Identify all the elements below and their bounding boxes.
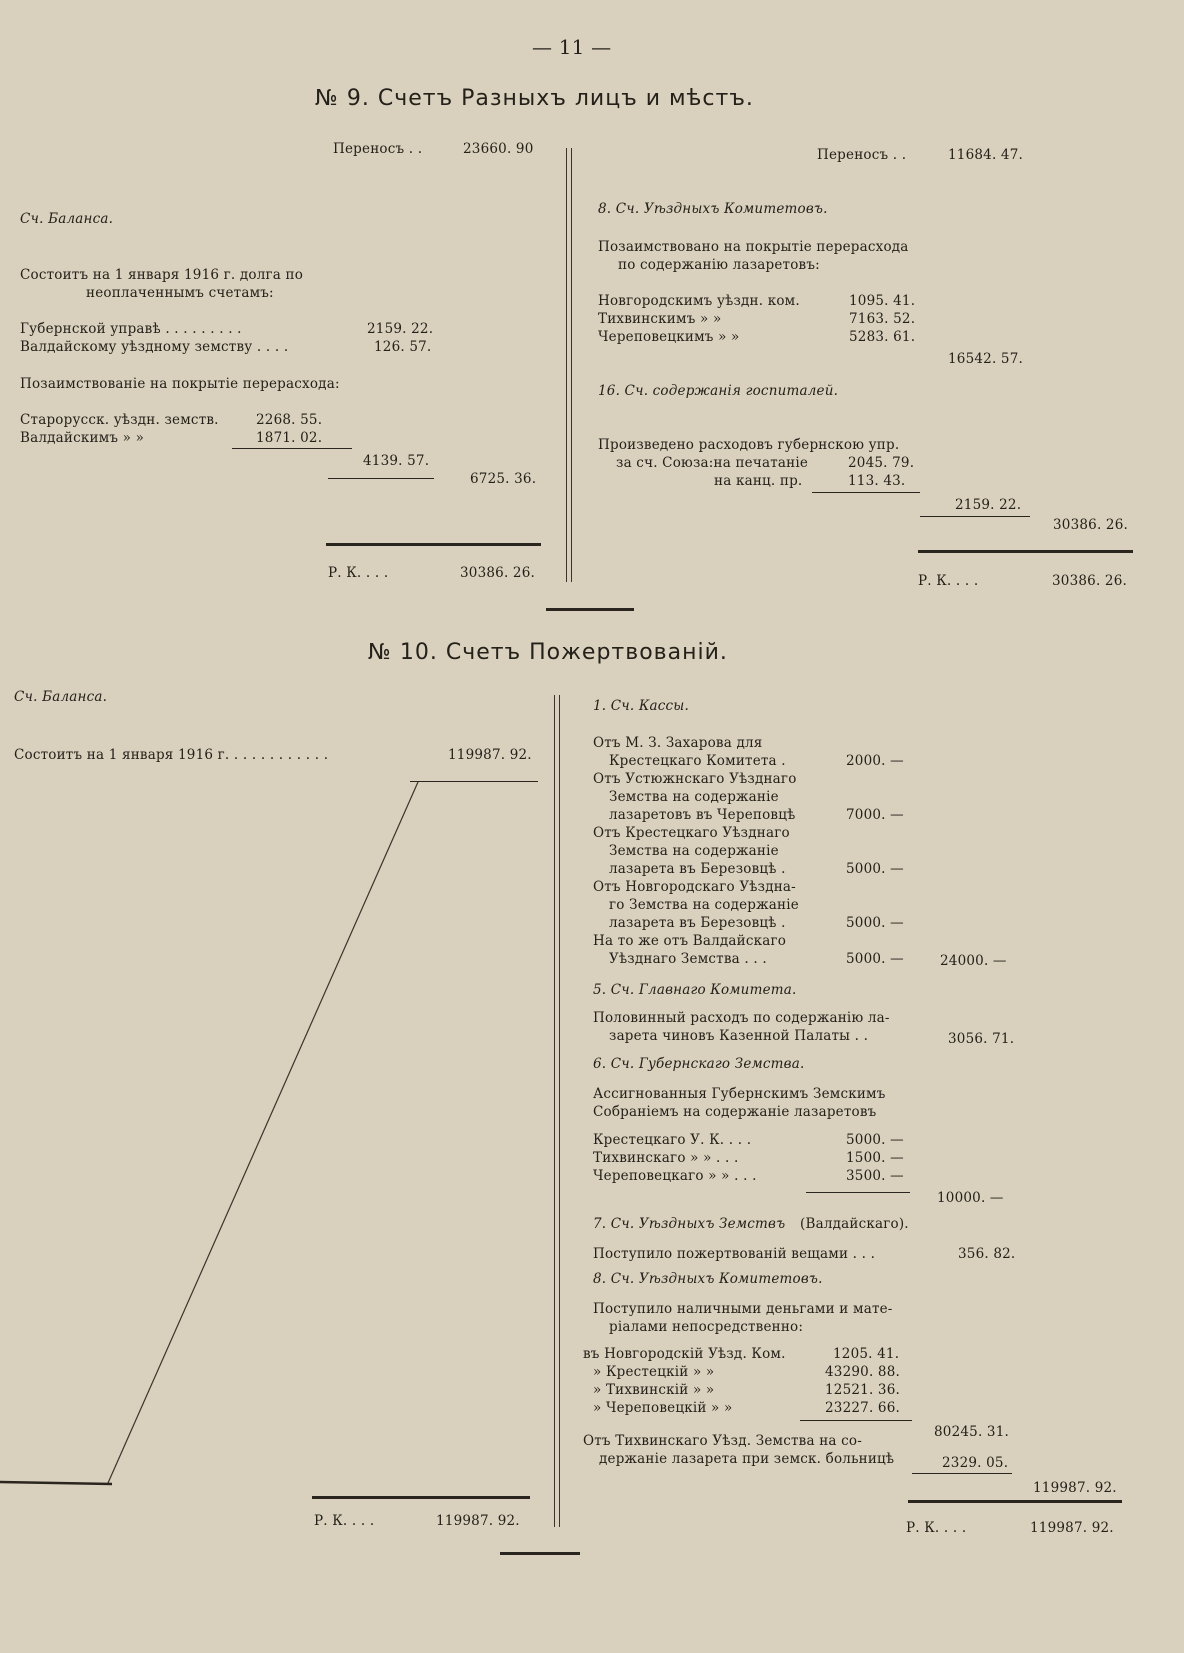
a10-main-l1: Половинный расходъ по содержанію ла- bbox=[593, 1010, 890, 1026]
a10-e5-l2: Уѣзднаго Земства . . . bbox=[609, 951, 767, 967]
a9-left-rule1 bbox=[232, 448, 352, 449]
account10-divider-2 bbox=[559, 695, 560, 1527]
a9-right-rule-thick bbox=[918, 550, 1133, 553]
a10-t-label: » Тихвинскій » » bbox=[593, 1382, 715, 1398]
a10-ucom-l1: Поступило наличными деньгами и мате- bbox=[593, 1301, 893, 1317]
a9-right-sub-value: 16542. 57. bbox=[948, 351, 1023, 367]
a10-e5-l1: На то же отъ Валдайскаго bbox=[593, 933, 787, 949]
a10-gub-rule bbox=[806, 1192, 910, 1193]
a10-cash-total: 24000. — bbox=[940, 953, 1007, 969]
account9-title: № 9. Счетъ Разныхъ лицъ и мѣстъ. bbox=[315, 86, 754, 111]
a10-txz-l1: Отъ Тихвинскаго Уѣзд. Земства на со- bbox=[583, 1433, 862, 1449]
a10-gub-total: 10000. — bbox=[937, 1190, 1004, 1206]
a10-ch-value: 3500. — bbox=[846, 1168, 904, 1184]
a10-grand-rule bbox=[912, 1473, 1012, 1474]
account9-divider bbox=[566, 148, 567, 582]
a10-e4-l1: Отъ Новгородскаго Уѣздна- bbox=[593, 879, 796, 895]
account9-divider-2 bbox=[571, 148, 572, 582]
a9-right-rk-value: 30386. 26. bbox=[1052, 573, 1127, 589]
a10-e2-l2: Земства на содержаніе bbox=[609, 789, 779, 805]
a10-n-label: въ Новгородскій Уѣзд. Ком. bbox=[583, 1346, 786, 1362]
a9-left-total-value: 6725. 36. bbox=[470, 471, 537, 487]
a10-grand-total: 119987. 92. bbox=[1033, 1480, 1117, 1496]
a10-e3-l2: Земства на содержаніе bbox=[609, 843, 779, 859]
a9-left-balance-title: Сч. Баланса. bbox=[20, 211, 114, 227]
a9-left-staro-value: 2268. 55. bbox=[256, 412, 323, 428]
a10-left-balance-title: Сч. Баланса. bbox=[14, 689, 108, 705]
a9-left-rule-thick bbox=[326, 543, 541, 546]
a10-tx-value: 1500. — bbox=[846, 1150, 904, 1166]
cancel-stroke-baseline bbox=[0, 1482, 112, 1484]
a10-right-cash-title: 1. Сч. Кассы. bbox=[593, 698, 689, 714]
a10-main-l2: зарета чиновъ Казенной Палаты . . bbox=[609, 1028, 869, 1044]
a9-right-tikh-label: Тихвинскимъ » » bbox=[598, 311, 722, 327]
a10-left-rule-thick bbox=[312, 1496, 530, 1499]
a9-right-cher-label: Череповецкимъ » » bbox=[598, 329, 740, 345]
a10-uz-title-a: 7. Сч. Уѣздныхъ Земствъ bbox=[593, 1216, 786, 1232]
a10-e3-v: 5000. — bbox=[846, 861, 904, 877]
a10-e5-v: 5000. — bbox=[846, 951, 904, 967]
a9-right-borrow-line2: по содержанію лазаретовъ: bbox=[618, 257, 820, 273]
a10-e2-v: 7000. — bbox=[846, 807, 904, 823]
a10-ucom-rule bbox=[800, 1420, 912, 1421]
a9-right-exp-line1: Произведено расходовъ губернскою упр. bbox=[598, 437, 900, 453]
a9-right-exp-line2: за сч. Союза:на печатаніе bbox=[616, 455, 809, 471]
a10-uz-l1: Поступило пожертвованій вещами . . . bbox=[593, 1246, 876, 1262]
a10-e2-l1: Отъ Устюжнскаго Уѣзднаго bbox=[593, 771, 797, 787]
a10-t-value: 12521. 36. bbox=[825, 1382, 900, 1398]
a9-left-valdai2-label: Валдайскимъ » » bbox=[20, 430, 145, 446]
a10-right-rk-value: 119987. 92. bbox=[1030, 1520, 1114, 1536]
a9-right-rule1 bbox=[812, 492, 920, 493]
account-separator bbox=[546, 608, 634, 611]
a10-e4-v: 5000. — bbox=[846, 915, 904, 931]
a10-txz-v: 2329. 05. bbox=[942, 1455, 1009, 1471]
a10-e1-l2: Крестецкаго Комитета . bbox=[609, 753, 786, 769]
a10-left-state-label: Состоитъ на 1 января 1916 г. . . . . . . . . . . . bbox=[14, 747, 329, 763]
a10-e2-l3: лазаретовъ въ Череповцѣ bbox=[609, 807, 796, 823]
a9-right-carry-label: Переносъ . . bbox=[817, 147, 907, 163]
a10-gub-l2: Собраніемъ на содержаніе лазаретовъ bbox=[593, 1104, 877, 1120]
a10-e4-l2: го Земства на содержаніе bbox=[609, 897, 799, 913]
a10-right-rule-thick bbox=[908, 1500, 1122, 1503]
a9-left-rk-value: 30386. 26. bbox=[460, 565, 535, 581]
a10-e3-l3: лазарета въ Березовцѣ . bbox=[609, 861, 786, 877]
a9-left-gub-label: Губернской управѣ . . . . . . . . . bbox=[20, 321, 242, 337]
a10-ucom-title: 8. Сч. Уѣздныхъ Комитетовъ. bbox=[593, 1271, 823, 1287]
a9-right-rule2 bbox=[920, 516, 1030, 517]
a10-ch-label: Череповецкаго » » . . . bbox=[593, 1168, 757, 1184]
a10-c-value: 23227. 66. bbox=[825, 1400, 900, 1416]
a9-left-rule2 bbox=[328, 478, 434, 479]
a9-right-novg-value: 1095. 41. bbox=[849, 293, 916, 309]
a9-left-staro-label: Старорусск. уѣздн. земств. bbox=[20, 412, 219, 428]
a10-left-cancel-stroke bbox=[0, 770, 430, 1490]
a10-e1-v: 2000. — bbox=[846, 753, 904, 769]
page-number: — 11 — bbox=[532, 35, 612, 59]
a10-n-value: 1205. 41. bbox=[833, 1346, 900, 1362]
a9-left-vald-value: 126. 57. bbox=[374, 339, 432, 355]
a10-e3-l1: Отъ Крестецкаго Уѣзднаго bbox=[593, 825, 790, 841]
a10-e4-l3: лазарета въ Березовцѣ . bbox=[609, 915, 786, 931]
a9-left-debt-line2: неоплаченнымъ счетамъ: bbox=[86, 285, 274, 301]
a9-right-rk-label: Р. К. . . . bbox=[918, 573, 979, 589]
a9-right-exp-line3: на канц. пр. bbox=[714, 473, 803, 489]
a9-left-carry-label: Переносъ . . bbox=[333, 141, 423, 157]
a10-right-rk-label: Р. К. . . . bbox=[906, 1520, 967, 1536]
a10-tx-label: Тихвинскаго » » . . . bbox=[593, 1150, 739, 1166]
a10-main-v: 3056. 71. bbox=[948, 1031, 1015, 1047]
account10-divider bbox=[554, 695, 555, 1527]
a10-k-value: 43290. 88. bbox=[825, 1364, 900, 1380]
a9-right-novg-label: Новгородскимъ уѣздн. ком. bbox=[598, 293, 800, 309]
a10-ucom-l2: ріалами непосредственно: bbox=[609, 1319, 804, 1335]
a10-ucom-total: 80245. 31. bbox=[934, 1424, 1009, 1440]
a10-gub-title: 6. Сч. Губернскаго Земства. bbox=[593, 1056, 805, 1072]
a9-left-gub-value: 2159. 22. bbox=[367, 321, 434, 337]
a9-left-carry-value: 23660. 90 bbox=[463, 141, 534, 157]
a9-left-vald-label: Валдайскому уѣздному земству . . . . bbox=[20, 339, 289, 355]
a9-right-cher-value: 5283. 61. bbox=[849, 329, 916, 345]
page-end-ornament bbox=[500, 1552, 580, 1555]
a10-e1-l1: Отъ М. З. Захарова для bbox=[593, 735, 763, 751]
a9-right-total-value: 30386. 26. bbox=[1053, 517, 1128, 533]
a9-left-borrow-title: Позаимствованіе на покрытіе перерасхода: bbox=[20, 376, 340, 392]
a10-uz-v: 356. 82. bbox=[958, 1246, 1016, 1262]
a10-k-label: » Крестецкій » » bbox=[593, 1364, 715, 1380]
a9-right-carry-value: 11684. 47. bbox=[948, 147, 1023, 163]
a10-uz-title-b: (Валдайскаго). bbox=[800, 1216, 909, 1232]
a9-right-exp-line2-value: 2045. 79. bbox=[848, 455, 915, 471]
cancel-stroke-line bbox=[108, 782, 418, 1483]
a10-kr-value: 5000. — bbox=[846, 1132, 904, 1148]
a9-right-committees-title: 8. Сч. Уѣздныхъ Комитетовъ. bbox=[598, 201, 828, 217]
a10-left-rk-value: 119987. 92. bbox=[436, 1513, 520, 1529]
a10-main-title: 5. Сч. Главнаго Комитета. bbox=[593, 982, 797, 998]
a10-left-rk-label: Р. К. . . . bbox=[314, 1513, 375, 1529]
a10-gub-l1: Ассигнованныя Губернскимъ Земскимъ bbox=[593, 1086, 886, 1102]
a9-right-hospital-title: 16. Сч. содержанія госпиталей. bbox=[598, 383, 839, 399]
a10-c-label: » Череповецкій » » bbox=[593, 1400, 733, 1416]
a9-left-debt-line1: Состоитъ на 1 января 1916 г. долга по bbox=[20, 267, 304, 283]
a10-kr-label: Крестецкаго У. К. . . . bbox=[593, 1132, 752, 1148]
a9-left-rk-label: Р. К. . . . bbox=[328, 565, 389, 581]
a10-txz-l2: держаніе лазарета при земск. больницѣ bbox=[599, 1451, 895, 1467]
a9-right-exp-sub: 2159. 22. bbox=[955, 497, 1022, 513]
a9-right-borrow-line1: Позаимствовано на покрытіе перерасхода bbox=[598, 239, 909, 255]
a9-right-tikh-value: 7163. 52. bbox=[849, 311, 916, 327]
a10-left-state-value: 119987. 92. bbox=[448, 747, 532, 763]
account10-title: № 10. Счетъ Пожертвованій. bbox=[368, 640, 728, 665]
a9-left-sub-value: 4139. 57. bbox=[363, 453, 430, 469]
a9-right-exp-line3-value: 113. 43. bbox=[848, 473, 906, 489]
a9-left-valdai2-value: 1871. 02. bbox=[256, 430, 323, 446]
